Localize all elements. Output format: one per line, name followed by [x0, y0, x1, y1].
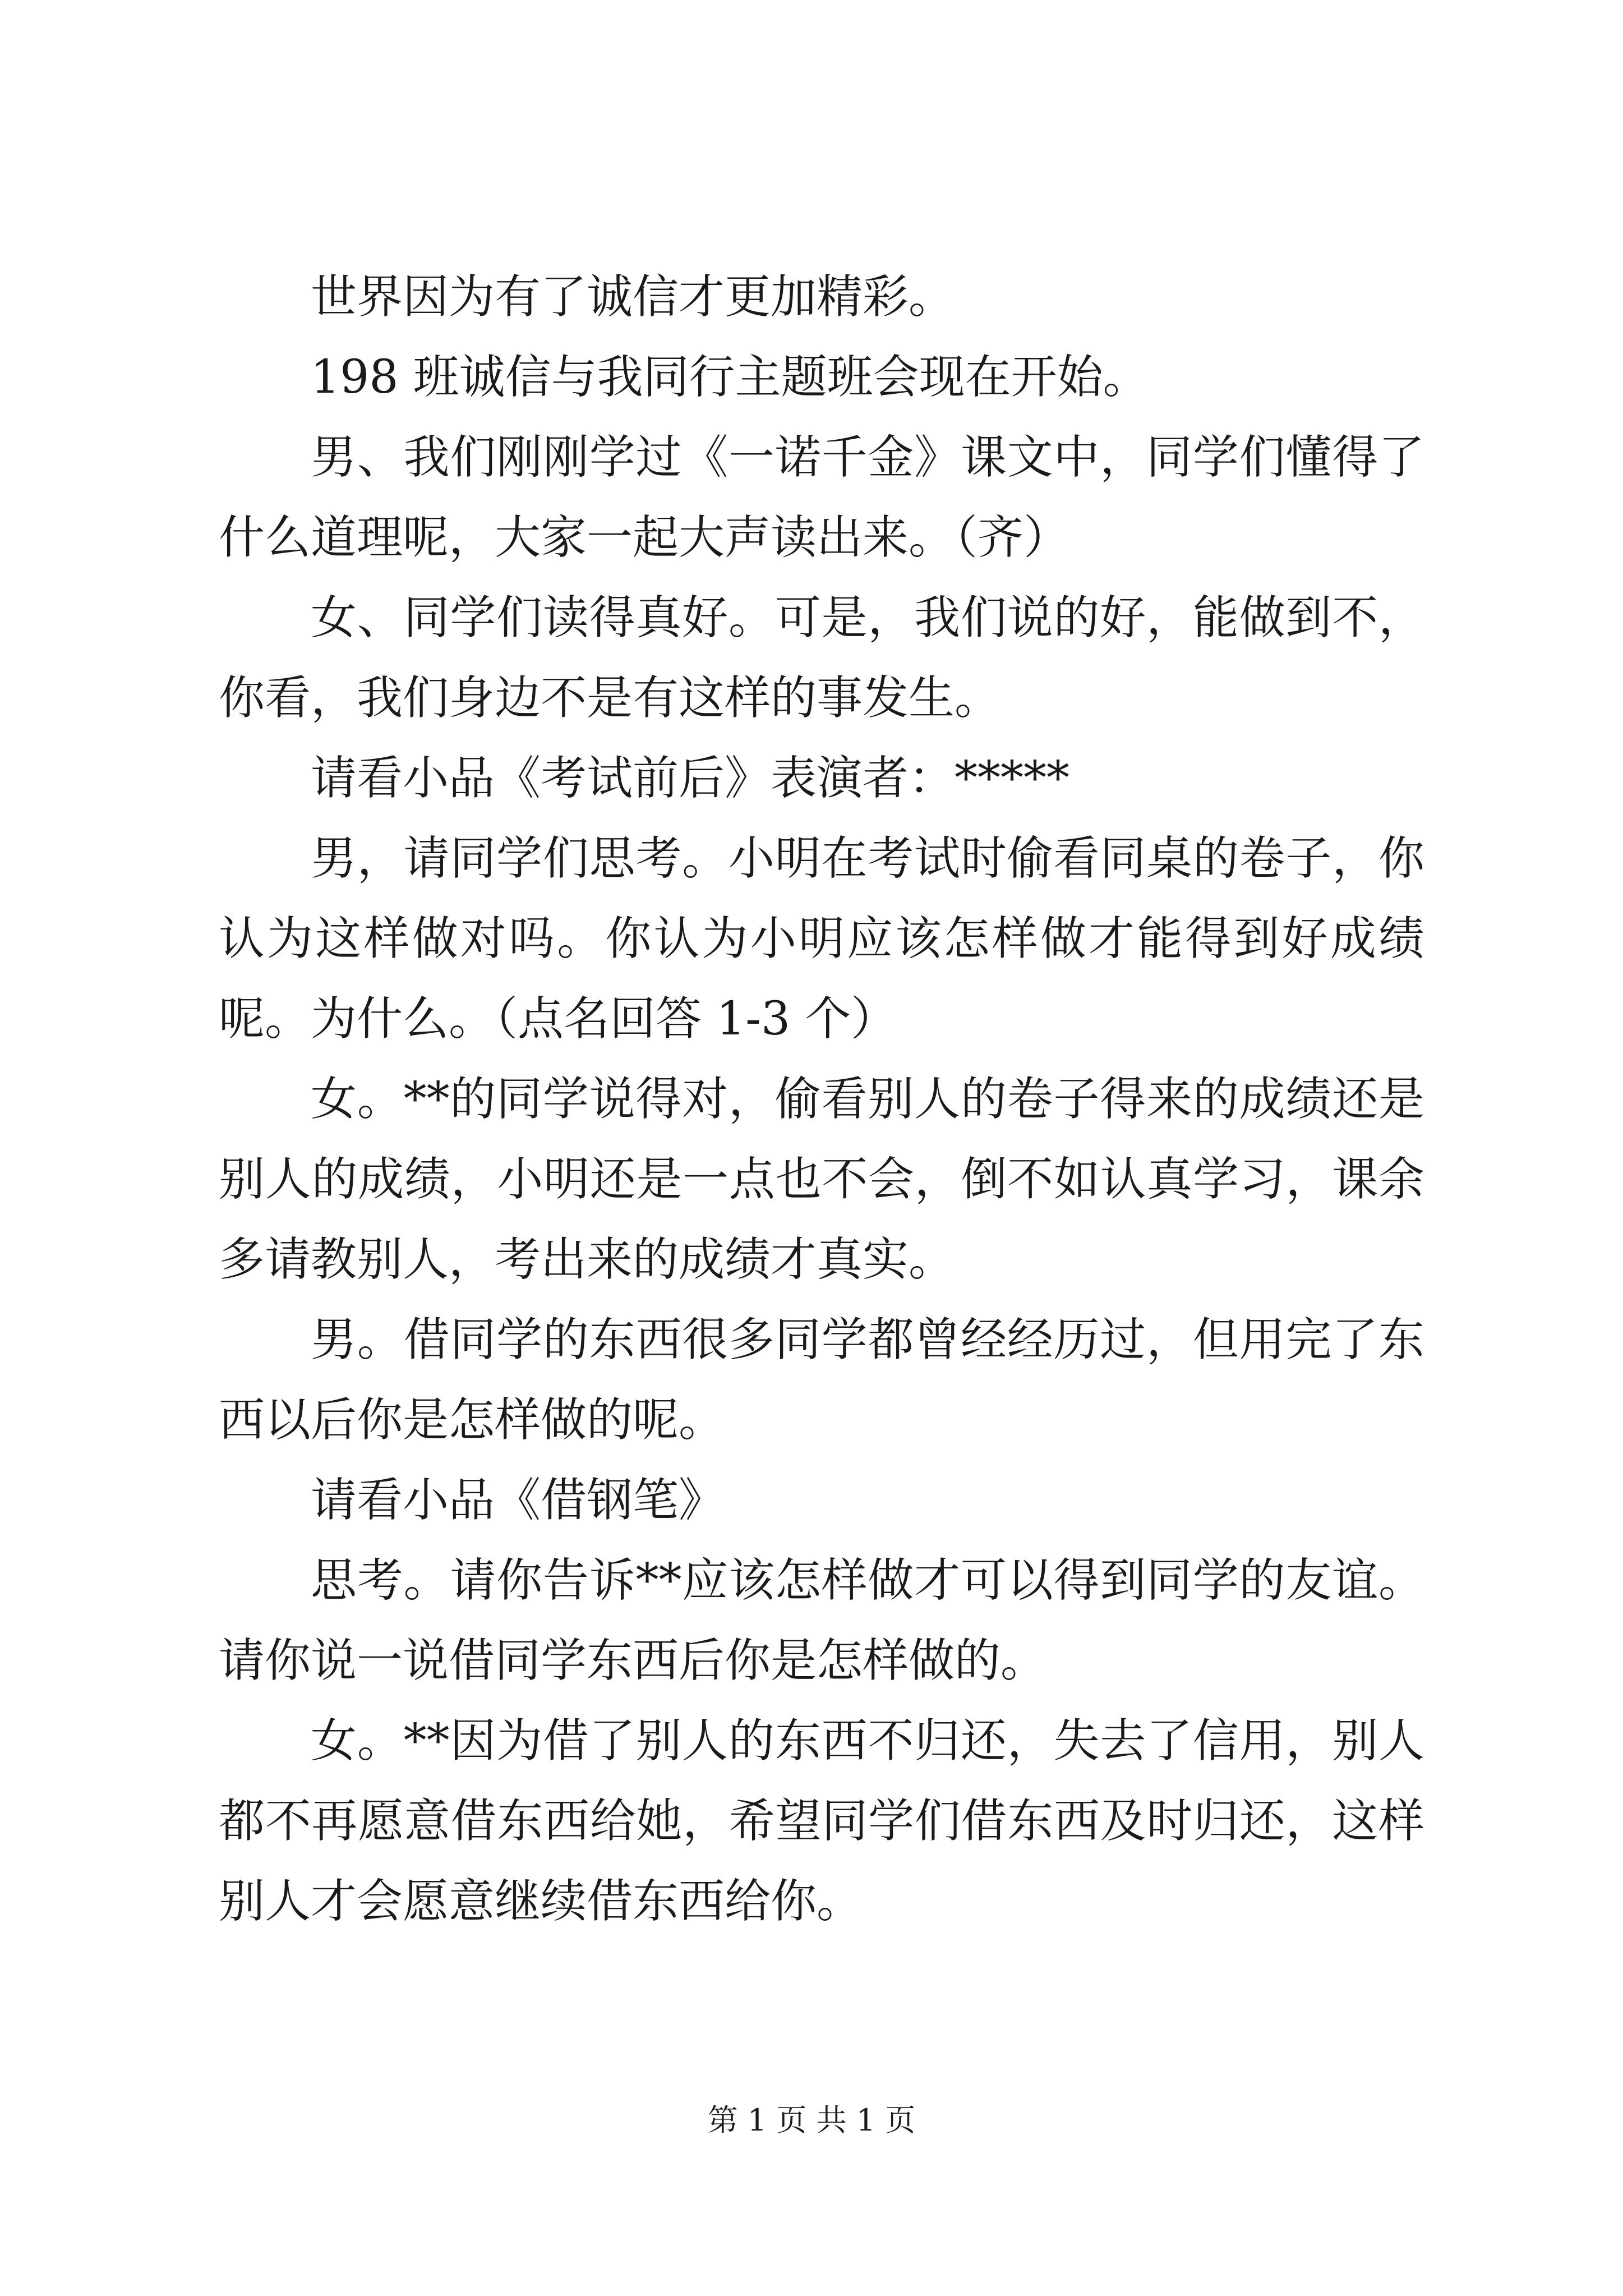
paragraph: 男，请同学们思考。小明在考试时偷看同桌的卷子，你认为这样做对吗。你认为小明应该怎样做才能得到好成绩呢。为什么。（点名回答 1-3 个） [219, 832, 1424, 1046]
paragraph: 女、同学们读得真好。可是，我们说的好，能做到不，你看，我们身边不是有这样的事发生。 [219, 591, 1424, 725]
paragraph: 世界因为有了诚信才更加精彩。 [311, 270, 955, 324]
page-number-footer: 第 1 页 共 1 页 [707, 2102, 916, 2138]
paragraph: 男。借同学的东西很多同学都曾经经历过，但用完了东西以后你是怎样做的呢。 [219, 1313, 1424, 1447]
paragraph: 男、我们刚刚学过《一诺千金》课文中，同学们懂得了什么道理呢，大家一起大声读出来。（齐） [219, 431, 1424, 564]
paragraph: 请看小品《借钢笔》 [311, 1474, 725, 1527]
paragraph: 198 班诚信与我同行主题班会现在开始。 [311, 351, 1149, 404]
paragraph: 女。**因为借了别人的东西不归还，失去了信用，别人都不再愿意借东西给她，希望同学们借东西及时归还，这样别人才会愿意继续借东西给你。 [219, 1714, 1424, 1928]
paragraph: 女。**的同学说得对，偷看别人的卷子得来的成绩还是别人的成绩，小明还是一点也不会，倒不如认真学习，课余多请教别人，考出来的成绩才真实。 [219, 1073, 1424, 1286]
document-body [219, 257, 1424, 1941]
paragraph: 请看小品《考试前后》表演者：***** [311, 752, 1070, 805]
paragraph: 思考。请你告诉**应该怎样做才可以得到同学的友谊。请你说一说借同学东西后你是怎样做的。 [219, 1554, 1424, 1687]
